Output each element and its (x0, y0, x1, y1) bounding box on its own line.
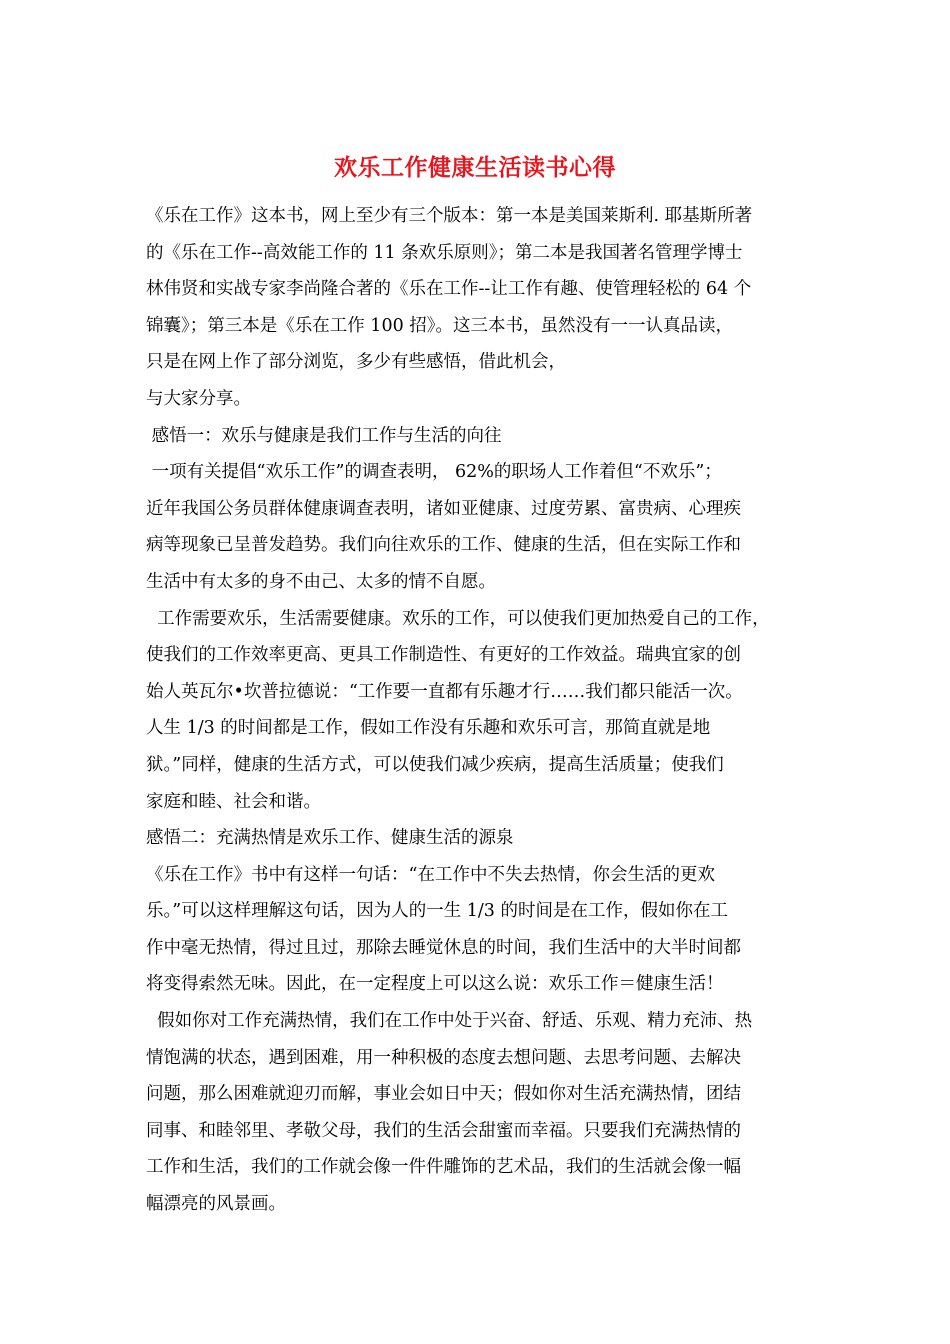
text-line: 假如你对工作充满热情，我们在工作中处于兴奋、舒适、乐观、精力充沛、热 (146, 1011, 753, 1032)
text-line: 幅漂亮的风景画。 (146, 1194, 286, 1215)
text-line: 锦囊》；第三本是《乐在工作 100 招》。这三本书，虽然没有一一认真品读， (146, 315, 734, 336)
text-line: 只是在网上作了部分浏览，多少有些感悟，借此机会， (146, 352, 566, 373)
text-line: 《乐在工作》书中有这样一句话：“在工作中不失去热情，你会生活的更欢 (146, 864, 715, 885)
document-body (146, 198, 836, 1223)
text-line: 始人英瓦尔•坎普拉德说：“工作要一直都有乐趣才行……我们都只能活一次。 (146, 681, 743, 702)
text-line: 狱。”同样，健康的生活方式，可以使我们减少疾病，提高生活质量；使我们 (146, 754, 724, 775)
text-line: 作中毫无热情，得过且过，那除去睡觉休息的时间，我们生活中的大半时间都 (146, 937, 741, 958)
section-heading: 感悟二：充满热情是欢乐工作、健康生活的源泉 (146, 828, 514, 849)
text-line: 与大家分享。 (146, 388, 251, 409)
text-line: 家庭和睦、社会和谐。 (146, 791, 321, 812)
section-heading: 感悟一：欢乐与健康是我们工作与生活的向往 (146, 425, 502, 446)
text-line: 病等现象已呈普发趋势。我们向往欢乐的工作、健康的生活，但在实际工作和 (146, 535, 741, 556)
text-line: 人生 1/3 的时间都是工作，假如工作没有乐趣和欢乐可言，那简直就是地 (146, 718, 711, 739)
text-line: 使我们的工作效率更高、更具工作制造性、有更好的工作效益。瑞典宜家的创 (146, 645, 741, 666)
text-line: 工作和生活，我们的工作就会像一件件雕饰的艺术品，我们的生活就会像一幅 (146, 1157, 741, 1178)
text-line: 《乐在工作》这本书，网上至少有三个版本：第一本是美国莱斯利. 耶基斯所著 (146, 206, 753, 226)
text-line: 乐。”可以这样理解这句话，因为人的一生 1/3 的时间是在工作，假如你在工 (146, 901, 728, 922)
text-line: 一项有关提倡“欢乐工作”的调查表明， 62%的职场人工作着但“不欢乐”； (146, 462, 722, 483)
document-title: 欢乐工作健康生活读书心得 (334, 154, 616, 181)
text-line: 情饱满的状态，遇到困难，用一种积极的态度去想问题、去思考问题、去解决 (146, 1047, 741, 1068)
text-line: 将变得索然无味。因此，在一定程度上可以这么说：欢乐工作＝健康生活！ (146, 974, 724, 995)
text-line: 同事、和睦邻里、孝敬父母，我们的生活会甜蜜而幸福。只要我们充满热情的 (146, 1120, 741, 1141)
text-line: 的《乐在工作--高效能工作的 11 条欢乐原则》；第二本是我国著名管理学博士 (146, 242, 743, 263)
text-line: 生活中有太多的身不由己、太多的情不自愿。 (146, 571, 496, 592)
text-line: 工作需要欢乐，生活需要健康。欢乐的工作，可以使我们更加热爱自己的工作， (146, 608, 770, 629)
text-line: 林伟贤和实战专家李尚隆合著的《乐在工作--让工作有趣、使管理轻松的 64 个 (146, 279, 752, 300)
text-line: 近年我国公务员群体健康调查表明，诸如亚健康、过度劳累、富贵病、心理疾 (146, 498, 741, 519)
text-line: 问题，那么困难就迎刃而解，事业会如日中天；假如你对生活充满热情，团结 (146, 1084, 741, 1105)
